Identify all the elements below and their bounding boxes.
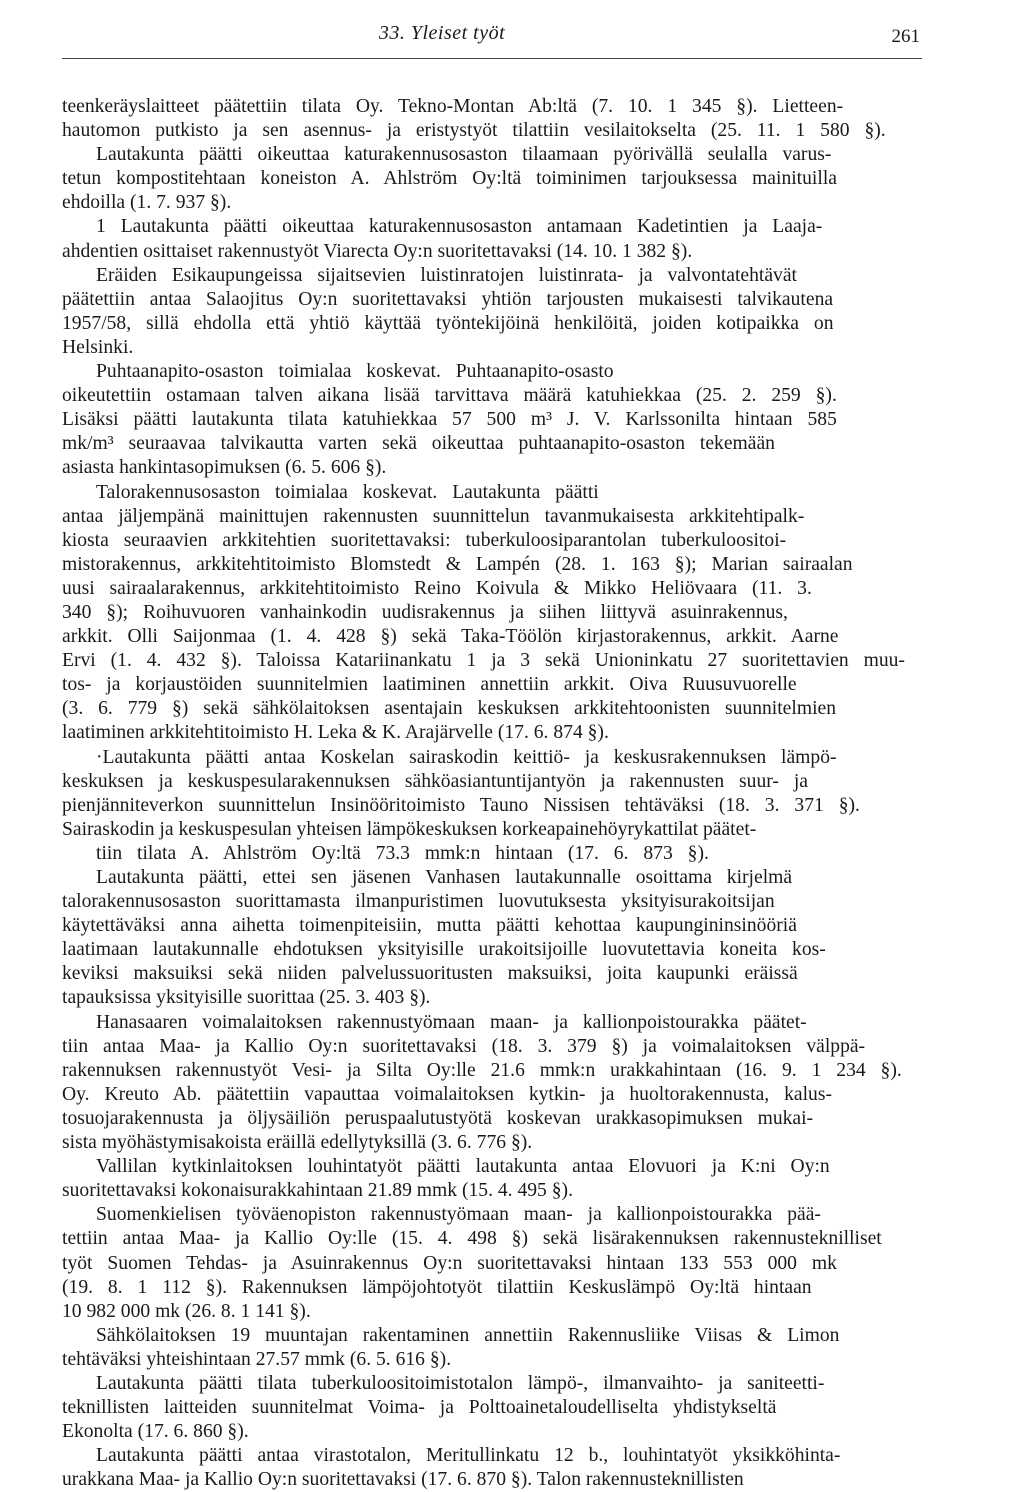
text-line: keskuksen ja keskuspesularakennuksen sähköasiantuntijantyön ja rakennusten suur- ja xyxy=(62,770,808,792)
text-line: käytettäväksi anna aihetta toimenpiteisiin, mutta päätti kehottaa kaupungininsinööriä xyxy=(62,915,797,937)
text-line: tiin antaa Maa- ja Kallio Oy:n suoritettavaksi (18. 3. 379 §) ja voimalaitoksen välppä- xyxy=(62,1035,866,1057)
text-line: Ervi (1. 4. 432 §). Taloissa Katariinankatu 1 ja 3 sekä Unioninkatu 27 suoritettavien muu- xyxy=(62,650,905,672)
text-line: laatiminen arkkitehtitoimisto H. Leka & K. Arajärvelle (17. 6. 874 §). xyxy=(62,722,609,744)
text-line: ehdoilla (1. 7. 937 §). xyxy=(62,192,232,214)
text-line: mk/m³ seuraavaa talvikautta varten sekä oikeuttaa puhtaanapito-osaston tekemään xyxy=(62,433,775,455)
section-title: 33. Yleiset työt xyxy=(378,22,506,44)
text-line: Lautakunta päätti tilata tuberkuloositoimistotalon lämpö-, ilmanvaihto- ja saniteetti- xyxy=(96,1372,825,1394)
body-text xyxy=(62,95,922,1492)
text-line: tosuojarakennusta ja öljysäiliön peruspaalutustyötä koskevan urakkasopimuksen mukai- xyxy=(62,1107,814,1129)
text-line: laatimaan lautakunnalle ehdotuksen yksityisille urakoitsijoille luovutettavia koneita kos- xyxy=(62,939,826,961)
text-line: teenkeräyslaitteet päätettiin tilata Oy. Tekno-Montan Ab:ltä (7. 10. 1 345 §). Lietteen- xyxy=(62,96,844,117)
text-line: uusi sairaalarakennus, arkkitehtitoimisto Reino Koivula & Mikko Heliövaara (11. 3. xyxy=(62,577,812,599)
document-page xyxy=(62,22,922,1492)
text-line: oikeutettiin ostamaan talven aikana lisää tarvittava määrä katuhiekkaa (25. 2. 259 §). xyxy=(62,385,837,407)
text-line: kiosta seuraavien arkkitehtien suoritettavaksi: tuberkuloosiparantolan tuberkuloositoi- xyxy=(62,529,787,551)
text-line: Vallilan kytkinlaitoksen louhintatyöt päätti lautakunta antaa Elovuori ja K:ni Oy:n xyxy=(96,1156,830,1178)
text-line: (19. 8. 1 112 §). Rakennuksen lämpöjohtotyöt tilattiin Keskuslämpö Oy:ltä hintaan xyxy=(62,1276,812,1298)
text-line: 10 982 000 mk (26. 8. 1 141 §). xyxy=(62,1300,311,1322)
text-line: arkkit. Olli Saijonmaa (1. 4. 428 §) sekä Taka-Töölön kirjastorakennus, arkkit. Aarne xyxy=(62,626,839,648)
text-line: Sairaskodin ja keskuspesulan yhteisen lämpökeskuksen korkeapainehöyrykattilat päätet- xyxy=(62,818,757,840)
text-line: Lautakunta päätti antaa virastotalon, Meritullinkatu 12 b., louhintatyöt yksikköhinta- xyxy=(96,1445,841,1467)
text-line: tiin tilata A. Ahlström Oy:ltä 73.3 mmk:n hintaan (17. 6. 873 §). xyxy=(96,842,709,864)
text-line: keviksi maksuiksi sekä niiden palvelussuoritusten maksuiksi, joita kaupunki eräissä xyxy=(62,963,798,985)
text-line: Lautakunta päätti, ettei sen jäsenen Vanhasen lautakunnalle osoittama kirjelmä xyxy=(96,867,793,888)
text-line: rakennuksen rakennustyöt Vesi- ja Silta Oy:lle 21.6 mmk:n urakkahintaan (16. 9. 1 234 §). xyxy=(62,1059,902,1081)
text-line: tos- ja korjaustöiden suunnitelmien laatiminen annettiin arkkit. Oiva Ruusuvuorelle xyxy=(62,674,797,696)
text-line: Ekonolta (17. 6. 860 §). xyxy=(62,1421,249,1443)
text-line: talorakennusosaston suorittamasta ilmanpuristimen luovutuksesta yksityisurakoitsijan xyxy=(62,891,775,913)
text-line: teknillisten laitteiden suunnitelmat Voima- ja Polttoainetaloudelliselta yhdistykseltä xyxy=(62,1397,777,1419)
text-line: mistorakennus, arkkitehtitoimisto Blomstedt & Lampén (28. 1. 163 §); Marian sairaalan xyxy=(62,553,853,575)
text-line: pienjänniteverkon suunnittelun Insinööritoimisto Tauno Nissisen tehtäväksi (18. 3. 371 §). xyxy=(62,794,860,816)
text-line: päätettiin antaa Salaojitus Oy:n suoritettavaksi yhtiön tarjousten mukaisesti talvikautena xyxy=(62,288,834,310)
text-line: suoritettavaksi kokonaisurakkahintaan 21.89 mmk (15. 4. 495 §). xyxy=(62,1180,573,1202)
text-line: Hanasaaren voimalaitoksen rakennustyömaan maan- ja kallionpoistourakka päätet- xyxy=(96,1011,807,1033)
text-line: sista myöhästymisakoista eräillä edellytyksillä (3. 6. 776 §). xyxy=(62,1132,533,1154)
running-header xyxy=(62,22,922,59)
text-line: 340 §); Roihuvuoren vanhainkodin uudisrakennus ja siihen liittyvä asuinrakennus, xyxy=(62,601,788,623)
text-line: Eräiden Esikaupungeissa sijaitsevien luistinratojen luistinrata- ja valvontatehtävät xyxy=(96,264,797,286)
text-line: Puhtaanapito-osaston toimialaa koskevat. Puhtaanapito-osasto xyxy=(96,361,614,383)
text-line: urakkana Maa- ja Kallio Oy:n suoritettavaksi (17. 6. 870 §). Talon rakennusteknillisten xyxy=(62,1469,744,1491)
text-line: antaa jäljempänä mainittujen rakennusten suunnittelun tavanmukaisesta arkkitehtipalk- xyxy=(62,505,805,527)
text-line: Lautakunta päätti oikeuttaa katurakennusosaston tilaamaan pyörivällä seulalla varus- xyxy=(96,144,832,166)
text-line: tettiin antaa Maa- ja Kallio Oy:lle (15. 4. 498 §) sekä lisärakennuksen rakennusteknilliset xyxy=(62,1228,882,1250)
text-line: ahdentien osittaiset rakennustyöt Viarecta Oy:n suoritettavaksi (14. 10. 1 382 §). xyxy=(62,240,693,262)
text-line: asiasta hankintasopimuksen (6. 5. 606 §). xyxy=(62,457,387,479)
text-line: Lisäksi päätti lautakunta tilata katuhiekkaa 57 500 m³ J. V. Karlssonilta hintaan 585 xyxy=(62,409,837,431)
text-line: Suomenkielisen työväenopiston rakennustyömaan maan- ja kallionpoistourakka pää- xyxy=(96,1204,821,1226)
text-line: 1957/58, sillä ehdolla että yhtiö käyttää työntekijöinä henkilöitä, joiden kotipaikka on xyxy=(62,312,834,334)
text-line: hautomon putkisto ja sen asennus- ja eristystyöt tilattiin vesilaitokselta (25. 11. 1 580 §). xyxy=(62,120,886,142)
text-line: tapauksissa yksityisille suorittaa (25. 3. 403 §). xyxy=(62,987,431,1009)
text-line: Talorakennusosaston toimialaa koskevat. Lautakunta päätti xyxy=(96,481,599,503)
text-line: tetun kompostitehtaan koneiston A. Ahlström Oy:ltä toiminimen tarjouksessa mainituilla xyxy=(62,168,837,190)
text-line: (3. 6. 779 §) sekä sähkölaitoksen asentajain keskuksen arkkitehtoonisten suunnitelmien xyxy=(62,698,837,720)
page-number: 261 xyxy=(891,26,920,47)
text-line: tehtäväksi yhteishintaan 27.57 mmk (6. 5. 616 §). xyxy=(62,1348,452,1370)
text-line: Sähkölaitoksen 19 muuntajan rakentaminen annettiin Rakennusliike Viisas & Limon xyxy=(96,1324,840,1346)
text-line: Oy. Kreuto Ab. päätettiin vapauttaa voimalaitoksen kytkin- ja huoltorakennusta, kalus- xyxy=(62,1083,832,1105)
text-line: työt Suomen Tehdas- ja Asuinrakennus Oy:n suoritettavaksi hintaan 133 553 000 mk xyxy=(62,1252,837,1274)
text-line: 1 Lautakunta päätti oikeuttaa katurakennusosaston antamaan Kadetintien ja Laaja- xyxy=(96,216,823,238)
text-line: Helsinki. xyxy=(62,336,134,358)
text-line: ·Lautakunta päätti antaa Koskelan sairaskodin keittiö- ja keskusrakennuksen lämpö- xyxy=(96,746,837,768)
